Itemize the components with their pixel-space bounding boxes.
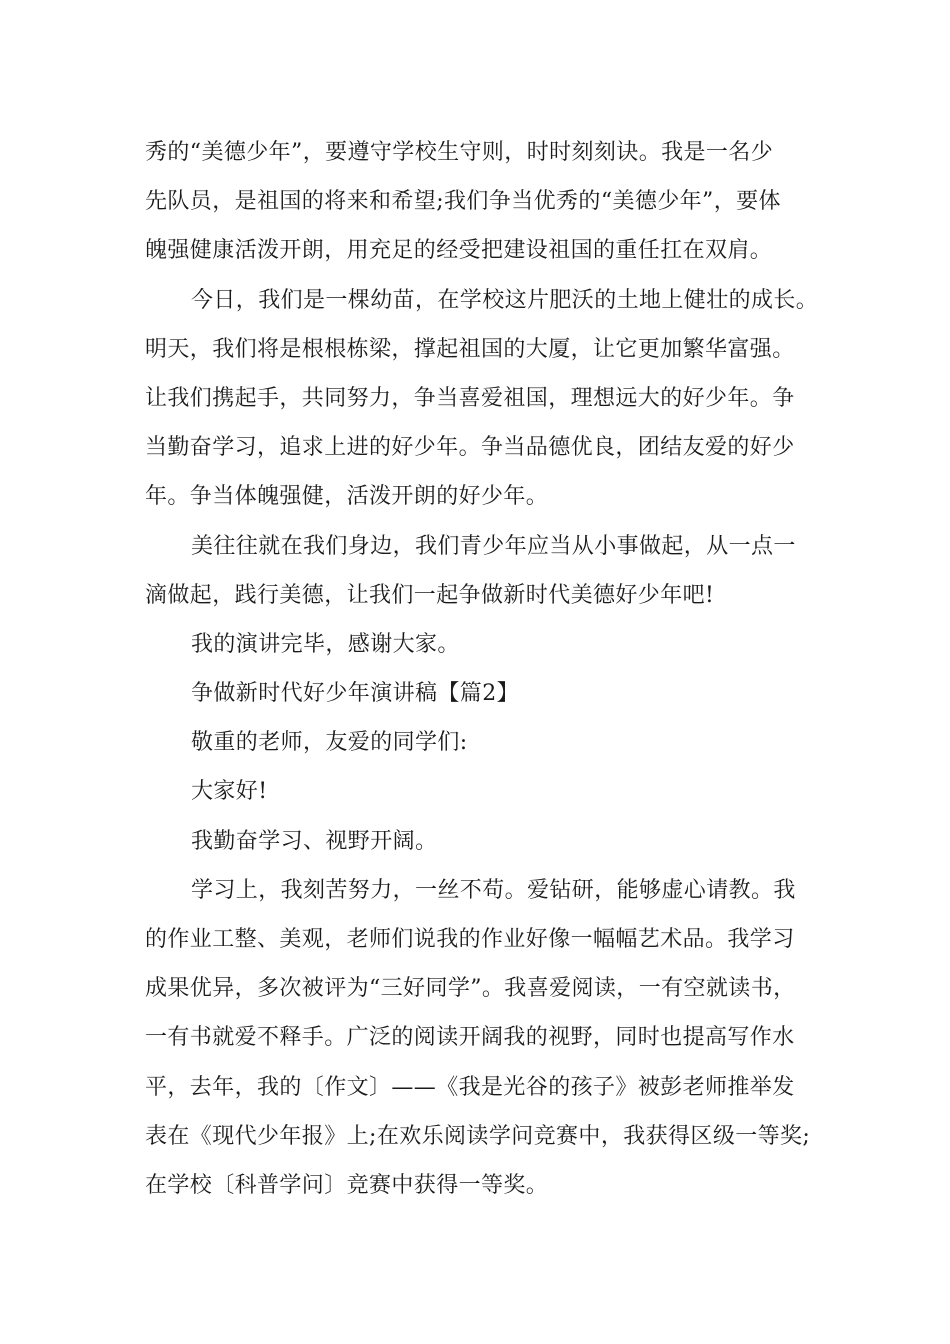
salutation: 敬重的老师，友爱的同学们: — [191, 730, 468, 756]
text-line: 平，去年，我的〔作文〕——《我是光谷的孩子》被彭老师推举发 — [145, 1074, 795, 1100]
text-line: 滴做起，践行美德，让我们一起争做新时代美德好少年吧! — [145, 582, 715, 608]
text-line: 魄强健康活泼开朗，用充足的经受把建设祖国的重任扛在双肩。 — [145, 238, 773, 264]
greeting: 大家好! — [191, 779, 268, 805]
text-line: 今日，我们是一棵幼苗，在学校这片肥沃的土地上健壮的成长。 — [191, 287, 819, 313]
text-line: 明天，我们将是根根栋梁，撑起祖国的大厦，让它更加繁华富强。 — [145, 336, 795, 362]
document-body — [145, 128, 825, 1210]
text-line: 成果优异，多次被评为“三好同学”。我喜爱阅读，一有空就读书， — [145, 976, 796, 1002]
text-line: 年。争当体魄强健，活泼开朗的好少年。 — [145, 484, 549, 510]
text-line: 我勤奋学习、视野开阔。 — [191, 828, 438, 854]
text-line: 的作业工整、美观，老师们说我的作业好像一幅幅艺术品。我学习 — [145, 927, 795, 952]
text-line: 先队员，是祖国的将来和希望;我们争当优秀的“美德少年”，要体 — [145, 189, 781, 215]
text-line: 让我们携起手，共同努力，争当喜爱祖国，理想远大的好少年。争 — [145, 385, 795, 411]
text-line: 秀的“美德少年”，要遵守学校生守则，时时刻刻诀。我是一名少 — [145, 140, 774, 165]
text-line: 一有书就爱不释手。广泛的阅读开阔我的视野，同时也提高写作水 — [145, 1025, 795, 1051]
text-line: 学习上，我刻苦努力，一丝不苟。爱钻研，能够虚心请教。我 — [191, 877, 796, 903]
section-heading: 争做新时代好少年演讲稿【篇2】 — [191, 681, 519, 707]
text-line: 我的演讲完毕，感谢大家。 — [191, 631, 460, 657]
text-line: 表在《现代少年报》上;在欢乐阅读学问竞赛中，我获得区级一等奖; — [145, 1123, 811, 1149]
text-line: 美往往就在我们身边，我们青少年应当从小事做起，从一点一 — [191, 533, 796, 559]
text-line: 当勤奋学习，追求上进的好少年。争当品德优良，团结友爱的好少 — [145, 435, 795, 461]
text-line: 在学校〔科普学问〕竞赛中获得一等奖。 — [145, 1172, 549, 1198]
